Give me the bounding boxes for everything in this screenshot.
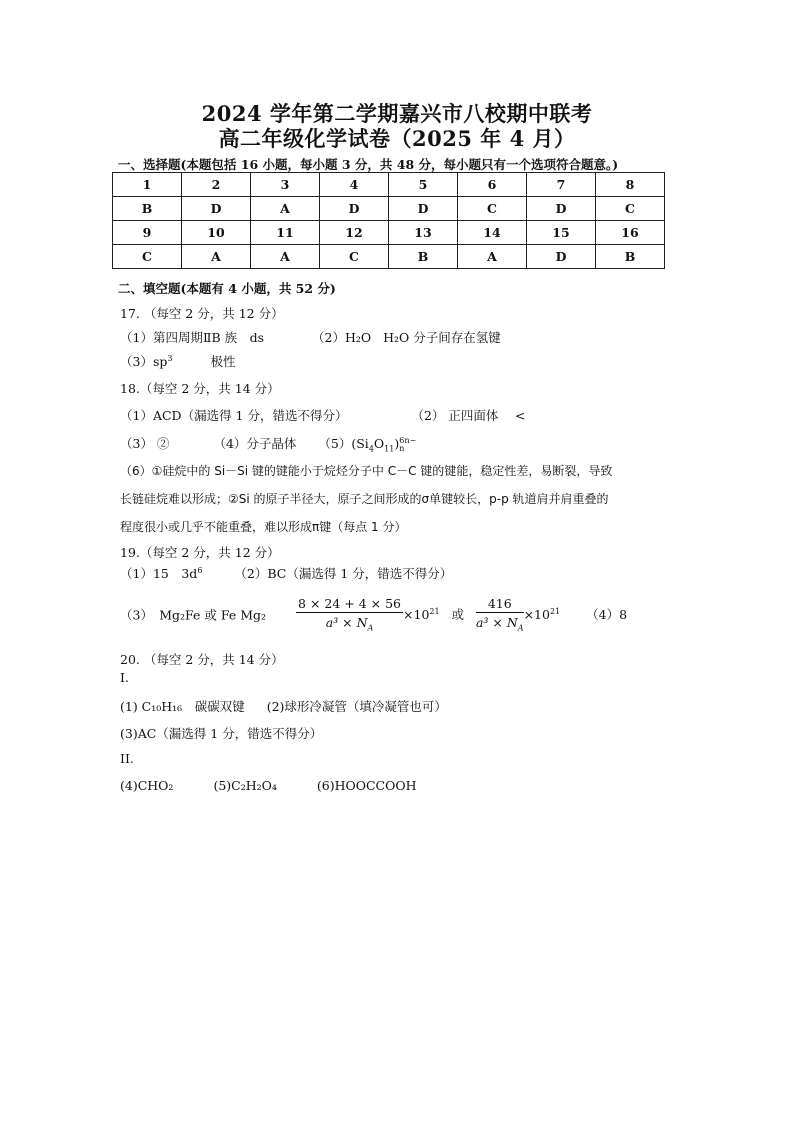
q20-a3: (3)AC（漏选得 1 分，错选不得分） <box>120 726 323 741</box>
answer-table-row <box>113 245 665 269</box>
q18-header: 18.（每空 2 分，共 14 分） <box>120 381 280 396</box>
answer-letter-cell: B <box>389 245 458 269</box>
q19-frac1-den-text: a³ × N <box>325 615 368 630</box>
question-number-cell: 7 <box>527 173 596 197</box>
q20-part1-label: I. <box>120 670 129 685</box>
q17-a2-label: （2） <box>312 330 345 345</box>
question-number-cell: 15 <box>527 221 596 245</box>
answer-letter-cell: C <box>458 197 527 221</box>
answer-letter-cell: C <box>596 197 665 221</box>
q19-a4: （4）8 <box>586 607 628 623</box>
q19-frac2-den-text: a³ × N <box>475 615 518 630</box>
q20-a1: (1) C₁₀H₁₆ 碳碳双键 <box>120 699 245 714</box>
answer-letter-cell: B <box>596 245 665 269</box>
q18-a6-line3: 程度很小或几乎不能重叠，难以形成π键（每点 1 分） <box>120 520 407 534</box>
question-number-cell: 16 <box>596 221 665 245</box>
q19-mul2-text: ×10 <box>523 606 550 622</box>
answer-letter-cell: A <box>182 245 251 269</box>
q18-answer-row2 <box>120 434 416 454</box>
question-number-cell: 11 <box>251 221 320 245</box>
exam-title-line1: 2024 学年第二学期嘉兴市八校期中联考 <box>201 101 593 126</box>
q17-a3: （3）sp <box>120 354 168 369</box>
section2-heading: 二、填空题(本题有 4 小题，共 52 分) <box>118 281 336 296</box>
q19-a1-sup: 6 <box>197 565 203 575</box>
question-number-cell: 14 <box>458 221 527 245</box>
answer-table-row <box>113 173 665 197</box>
q20-part2-label: II. <box>120 751 134 766</box>
q17-answer-row1 <box>120 328 501 346</box>
q19-mul2 <box>524 607 561 622</box>
q18-a5-sub1: 4 <box>368 444 374 454</box>
q19-mul1 <box>403 607 440 622</box>
q19-or: 或 <box>451 607 465 623</box>
question-number-cell: 12 <box>320 221 389 245</box>
question-number-cell: 5 <box>389 173 458 197</box>
q20-a5: (5)C₂H₂O₄ <box>213 778 277 793</box>
q19-a3: （3） Mg₂Fe 或 Fe Mg₂ <box>120 607 267 623</box>
q19-density-fraction1 <box>296 596 403 633</box>
choice-answer-table <box>112 172 665 269</box>
answer-letter-cell: A <box>251 245 320 269</box>
q19-frac1-denominator <box>296 613 403 633</box>
q20-header: 20. （每空 2 分，共 14 分） <box>120 652 284 667</box>
question-number-cell: 2 <box>182 173 251 197</box>
answer-letter-cell: A <box>458 245 527 269</box>
q18-a6-line1: （6）①硅烷中的 Si－Si 键的键能小于烷烃分子中 C－C 键的键能，稳定性差，易断裂，导致 <box>120 464 613 478</box>
answer-letter-cell: B <box>113 197 182 221</box>
q19-mul2-sup: 21 <box>549 606 561 616</box>
q20-a2: (2)球形冷凝管（填冷凝管也可） <box>266 699 447 714</box>
q20-a4: (4)CHO₂ <box>120 778 174 793</box>
question-number-cell: 4 <box>320 173 389 197</box>
q18-answer-row1 <box>120 406 525 424</box>
q18-a5: （5）(Si <box>318 436 369 451</box>
question-number-cell: 1 <box>113 173 182 197</box>
q18-a5-charge: 6n− <box>399 435 417 445</box>
q20-answer-row2 <box>120 778 417 793</box>
q19-mul1-sup: 21 <box>429 606 440 616</box>
q18-a5-close: ) <box>394 436 400 451</box>
q19-frac2-den-sub: A <box>517 623 524 633</box>
question-number-cell: 6 <box>458 173 527 197</box>
question-number-cell: 3 <box>251 173 320 197</box>
q19-answer-row2 <box>120 596 627 633</box>
q18-a4: （4）分子晶体 <box>213 436 297 451</box>
q20-a6: (6)HOOCCOOH <box>316 778 417 793</box>
q19-a1: （1）15 3d <box>120 566 198 581</box>
q19-a2: （2）BC（漏选得 1 分，错选不得分） <box>234 566 453 581</box>
question-number-cell: 8 <box>596 173 665 197</box>
question-number-cell: 9 <box>113 221 182 245</box>
q17-a2-reason: H₂O 分子间存在氢键 <box>383 330 501 345</box>
q18-a3: （3） ② <box>120 436 170 451</box>
answer-letter-cell: C <box>113 245 182 269</box>
q18-a5-n: n <box>399 443 405 453</box>
q19-density-fraction2 <box>476 596 524 633</box>
q17-a1: （1）第四周期ⅡB 族 ds <box>120 330 265 345</box>
answer-letter-cell: C <box>320 245 389 269</box>
q19-answer-row1 <box>120 564 452 582</box>
answer-table-row <box>113 221 665 245</box>
q18-a5-mid: O <box>373 436 385 451</box>
answer-letter-cell: D <box>527 245 596 269</box>
answer-letter-cell: D <box>389 197 458 221</box>
q19-frac2-numerator: 416 <box>476 596 524 613</box>
exam-title-line2: 高二年级化学试卷（2025 年 4 月） <box>218 126 576 151</box>
answer-letter-cell: D <box>320 197 389 221</box>
q17-answer-row2 <box>120 352 235 370</box>
section1-heading: 一、选择题(本题包括 16 小题，每小题 3 分，共 48 分，每小题只有一个选项符合题意。) <box>118 157 619 172</box>
answer-letter-cell: A <box>251 197 320 221</box>
q19-frac1-numerator: 8 × 24 + 4 × 56 <box>298 596 402 611</box>
q17-a3-sup: 3 <box>167 353 173 363</box>
q18-a2: （2） 正四面体 < <box>411 408 526 423</box>
q18-a1: （1）ACD（漏选得 1 分，错选不得分） <box>120 408 348 423</box>
question-number-cell: 13 <box>389 221 458 245</box>
answer-letter-cell: D <box>182 197 251 221</box>
answer-letter-cell: D <box>527 197 596 221</box>
q18-a6-line2: 长链硅烷难以形成；②Si 的原子半径大，原子之间形成的σ单键较长，p-p 轨道肩并肩重叠的 <box>120 492 609 506</box>
question-number-cell: 10 <box>182 221 251 245</box>
q17-a2-formula: H₂O <box>344 330 372 345</box>
q19-frac1-den-sub: A <box>367 623 374 633</box>
q20-answer-row1 <box>120 697 447 715</box>
q17-header: 17. （每空 2 分，共 12 分） <box>120 306 284 321</box>
answer-table-row <box>113 197 665 221</box>
q17-a3-polarity: 极性 <box>210 354 236 369</box>
q18-a5-sub2: 11 <box>384 444 395 454</box>
q19-mul1-text: ×10 <box>403 606 430 622</box>
q19-frac2-denominator <box>476 613 524 633</box>
q19-header: 19.（每空 2 分，共 12 分） <box>120 545 280 560</box>
